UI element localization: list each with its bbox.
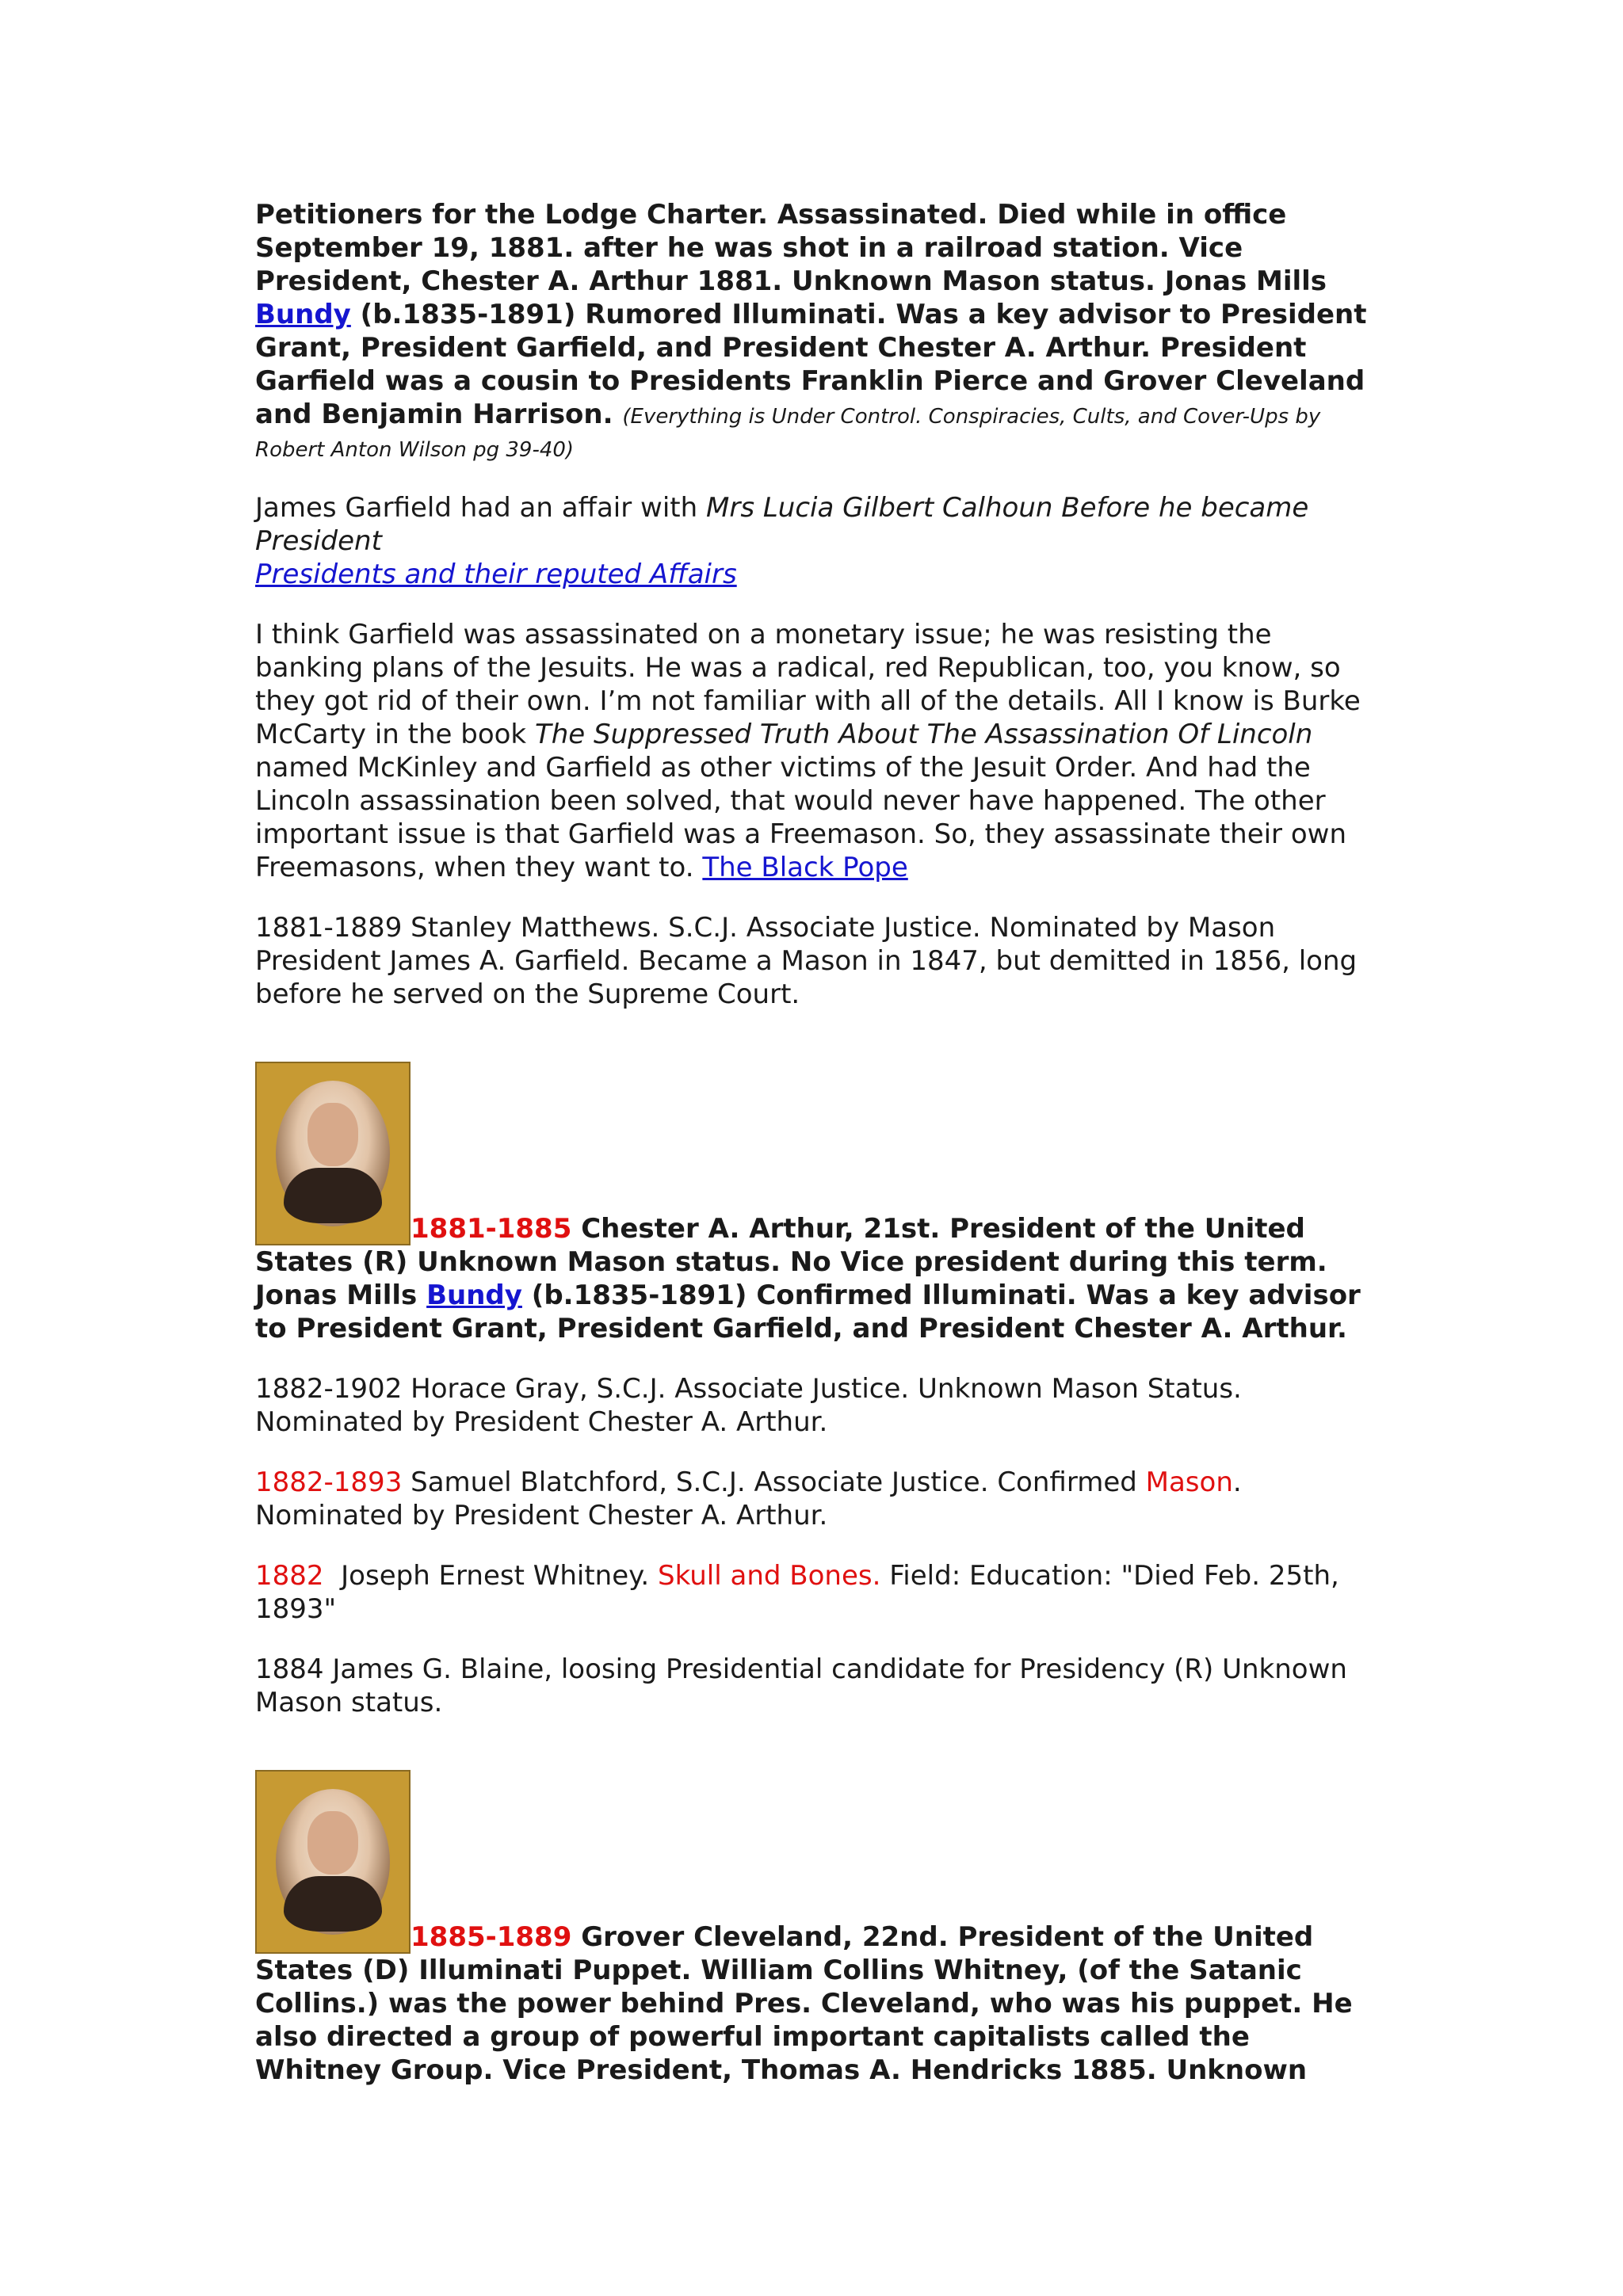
black-pope-link[interactable]: The Black Pope bbox=[702, 852, 908, 883]
arthur-paragraph: 1881-1885 Chester A. Arthur, 21st. President of the United States (R) Unknown Mason status. No Vice president during this term. Jonas Mills Bundy (b.1835-1891) Confirmed Illuminati. Was a key advisor to President Grant, President Garfield, and President Chester A. Arthur. bbox=[255, 1062, 1381, 1345]
blaine-paragraph: 1884 James G. Blaine, loosing Presidential candidate for Presidency (R) Unknown Mason status. bbox=[255, 1653, 1347, 1718]
gray-paragraph: 1882-1902 Horace Gray, S.C.J. Associate Justice. Unknown Mason Status. Nominated by President Chester A. Arthur. bbox=[255, 1373, 1242, 1438]
jesuit-paragraph: I think Garfield was assassinated on a monetary issue; he was resisting the banking plans of the Jesuits. He was a radical, red Republican, too, you know, so they got rid of their own. I’m not familiar with all of the details. All I know is Burke McCarty in the book The Suppressed Truth About The Assassination Of Lincoln named McKinley and Garfield as other victims of the Jesuit Order. And had the Lincoln assassination been solved, that would never have happened. The other important issue is that Garfield was a Freemason. So, they assassinate their own Freemasons, when they want to. The Black Pope bbox=[255, 619, 1361, 883]
document-page bbox=[255, 198, 1381, 2114]
affair-paragraph: James Garfield had an affair with Mrs Lucia Gilbert Calhoun Before he became President Presidents and their reputed Affairs bbox=[255, 492, 1309, 590]
bundy-link[interactable]: Bundy bbox=[255, 299, 351, 330]
cleveland-portrait bbox=[255, 1770, 411, 1954]
citation: (Everything is Under Control. Conspiracies, Cults, and Cover-Ups by Robert Anton Wilson pg 39-40) bbox=[255, 405, 1321, 462]
arthur-portrait bbox=[255, 1062, 411, 1245]
whitney-paragraph: 1882 Joseph Ernest Whitney. Skull and Bones. Field: Education: "Died Feb. 25th, 1893" bbox=[255, 1560, 1339, 1625]
garfield-paragraph: Petitioners for the Lodge Charter. Assassinated. Died while in office September 19, 1881. after he was shot in a railroad station. Vice President, Chester A. Arthur 1881. Unknown Mason status. Jonas Mills Bundy (b.1835-1891) Rumored Illuminati. Was a key advisor to President Grant, President Garfield, and President Chester A. Arthur. President Garfield was a cousin to Presidents Franklin Pierce and Grover Cleveland and Benjamin Harrison. (Everything is Under Control. Conspiracies, Cults, and Cover-Ups by Robert Anton Wilson pg 39-40) bbox=[255, 199, 1367, 462]
bundy-link-2[interactable]: Bundy bbox=[426, 1280, 522, 1311]
cleveland-paragraph: 1885-1889 Grover Cleveland, 22nd. President of the United States (D) Illuminati Puppet. William Collins Whitney, (of the Satanic Collins.) was the power behind Pres. Cleveland, who was his puppet. He also directed a group of powerful important capitalists called the Whitney Group. Vice President, Thomas A. Hendricks 1885. Unknown bbox=[255, 1770, 1381, 2087]
book-title: The Suppressed Truth About The Assassination Of Lincoln bbox=[534, 719, 1313, 750]
arthur-years: 1881-1885 bbox=[411, 1213, 572, 1245]
cleveland-years: 1885-1889 bbox=[411, 1921, 572, 1953]
blatchford-paragraph: 1882-1893 Samuel Blatchford, S.C.J. Associate Justice. Confirmed Mason. Nominated by President Chester A. Arthur. bbox=[255, 1466, 1242, 1531]
matthews-paragraph: 1881-1889 Stanley Matthews. S.C.J. Associate Justice. Nominated by Mason President James A. Garfield. Became a Mason in 1847, but demitted in 1856, long before he served on the Supreme Court. bbox=[255, 912, 1358, 1010]
affairs-link[interactable]: Presidents and their reputed Affairs bbox=[255, 559, 737, 590]
